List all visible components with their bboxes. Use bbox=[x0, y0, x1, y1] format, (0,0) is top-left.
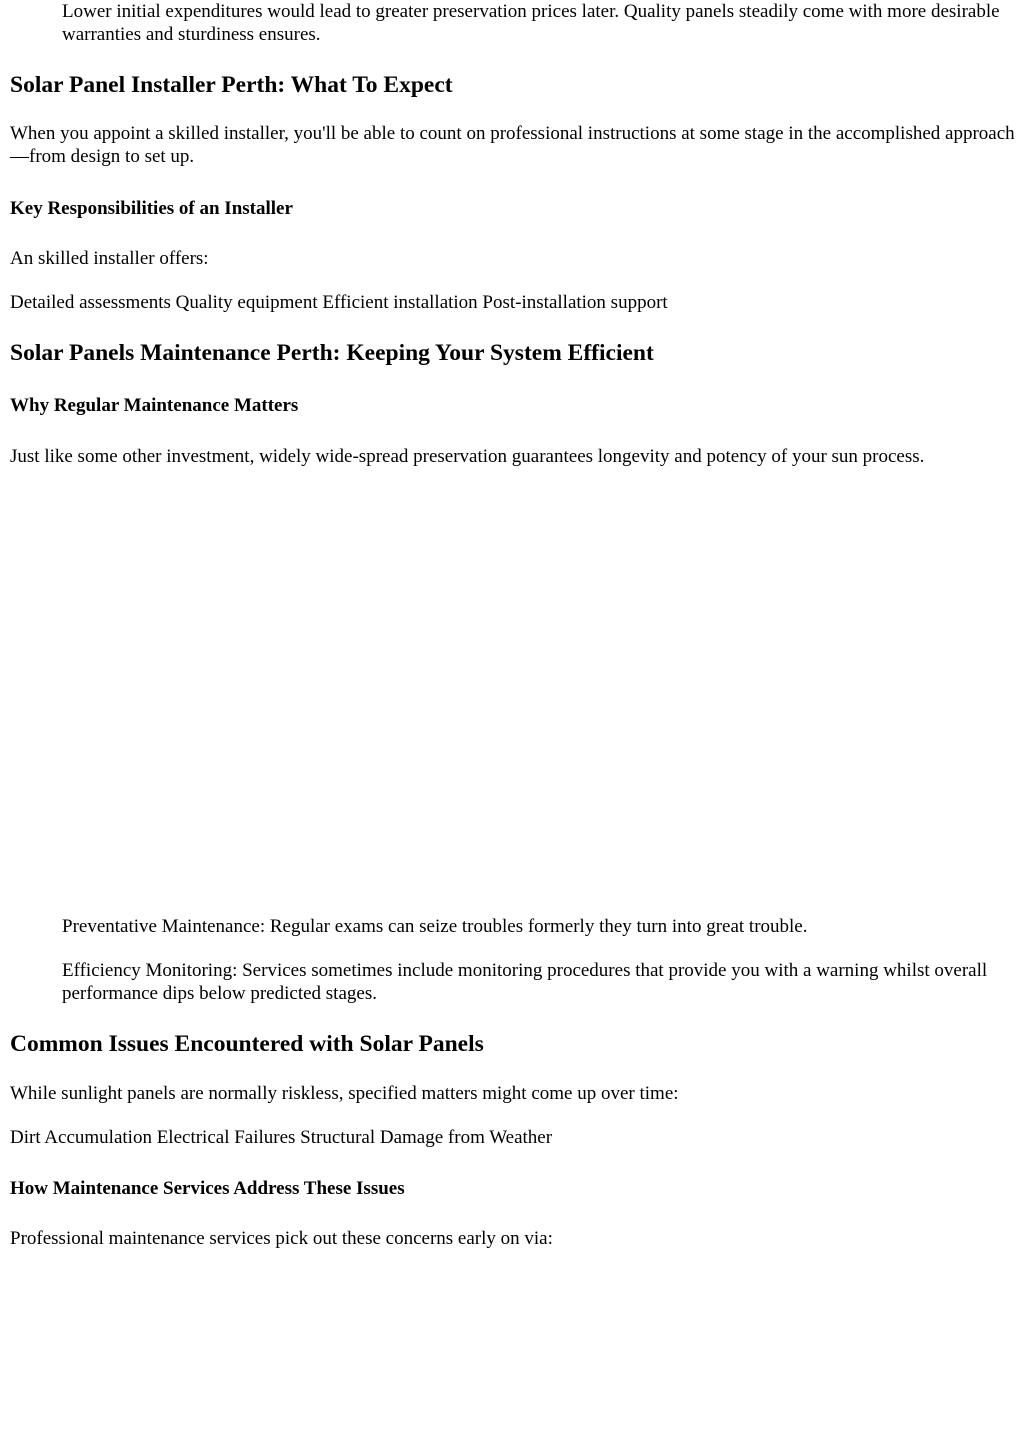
maintenance-why-heading: Why Regular Maintenance Matters bbox=[10, 395, 299, 416]
issues-heading: Common Issues Encountered with Solar Panels bbox=[10, 1031, 484, 1057]
installer-responsibilities-heading: Key Responsibilities of an Installer bbox=[10, 198, 293, 219]
installer-offers-list: Detailed assessments Quality equipment Efficient installation Post-installation support bbox=[10, 292, 668, 313]
issues-closing-paragraph: Professional maintenance services pick out these concerns early on via: bbox=[10, 1228, 553, 1249]
maintenance-paragraph: Just like some other investment, widely wide-spread preservation guarantees longevity and potency of your sun process. bbox=[10, 446, 925, 467]
installer-offers-lead: An skilled installer offers: bbox=[10, 248, 209, 269]
installer-heading: Solar Panel Installer Perth: What To Expect bbox=[10, 72, 453, 98]
intro-paragraph: Lower initial expenditures would lead to greater preservation prices later. Quality panels steadily come with more desirable warranties and sturdiness ensures. bbox=[62, 1, 1000, 45]
issues-address-heading: How Maintenance Services Address These Issues bbox=[10, 1178, 405, 1199]
maintenance-point: Efficiency Monitoring: Services sometimes include monitoring procedures that provide you with a warning whilst overall performance dips below predicted stages. bbox=[62, 960, 988, 1004]
installer-paragraph: When you appoint a skilled installer, you'll be able to count on professional instructions at some stage in the accomplished approach—from design to set up. bbox=[10, 123, 1015, 167]
issues-list: Dirt Accumulation Electrical Failures Structural Damage from Weather bbox=[10, 1127, 553, 1148]
maintenance-heading: Solar Panels Maintenance Perth: Keeping Your System Efficient bbox=[10, 340, 654, 366]
issues-paragraph: While sunlight panels are normally riskless, specified matters might come up over time: bbox=[10, 1083, 679, 1104]
maintenance-point: Preventative Maintenance: Regular exams can seize troubles formerly they turn into great trouble. bbox=[62, 916, 808, 937]
